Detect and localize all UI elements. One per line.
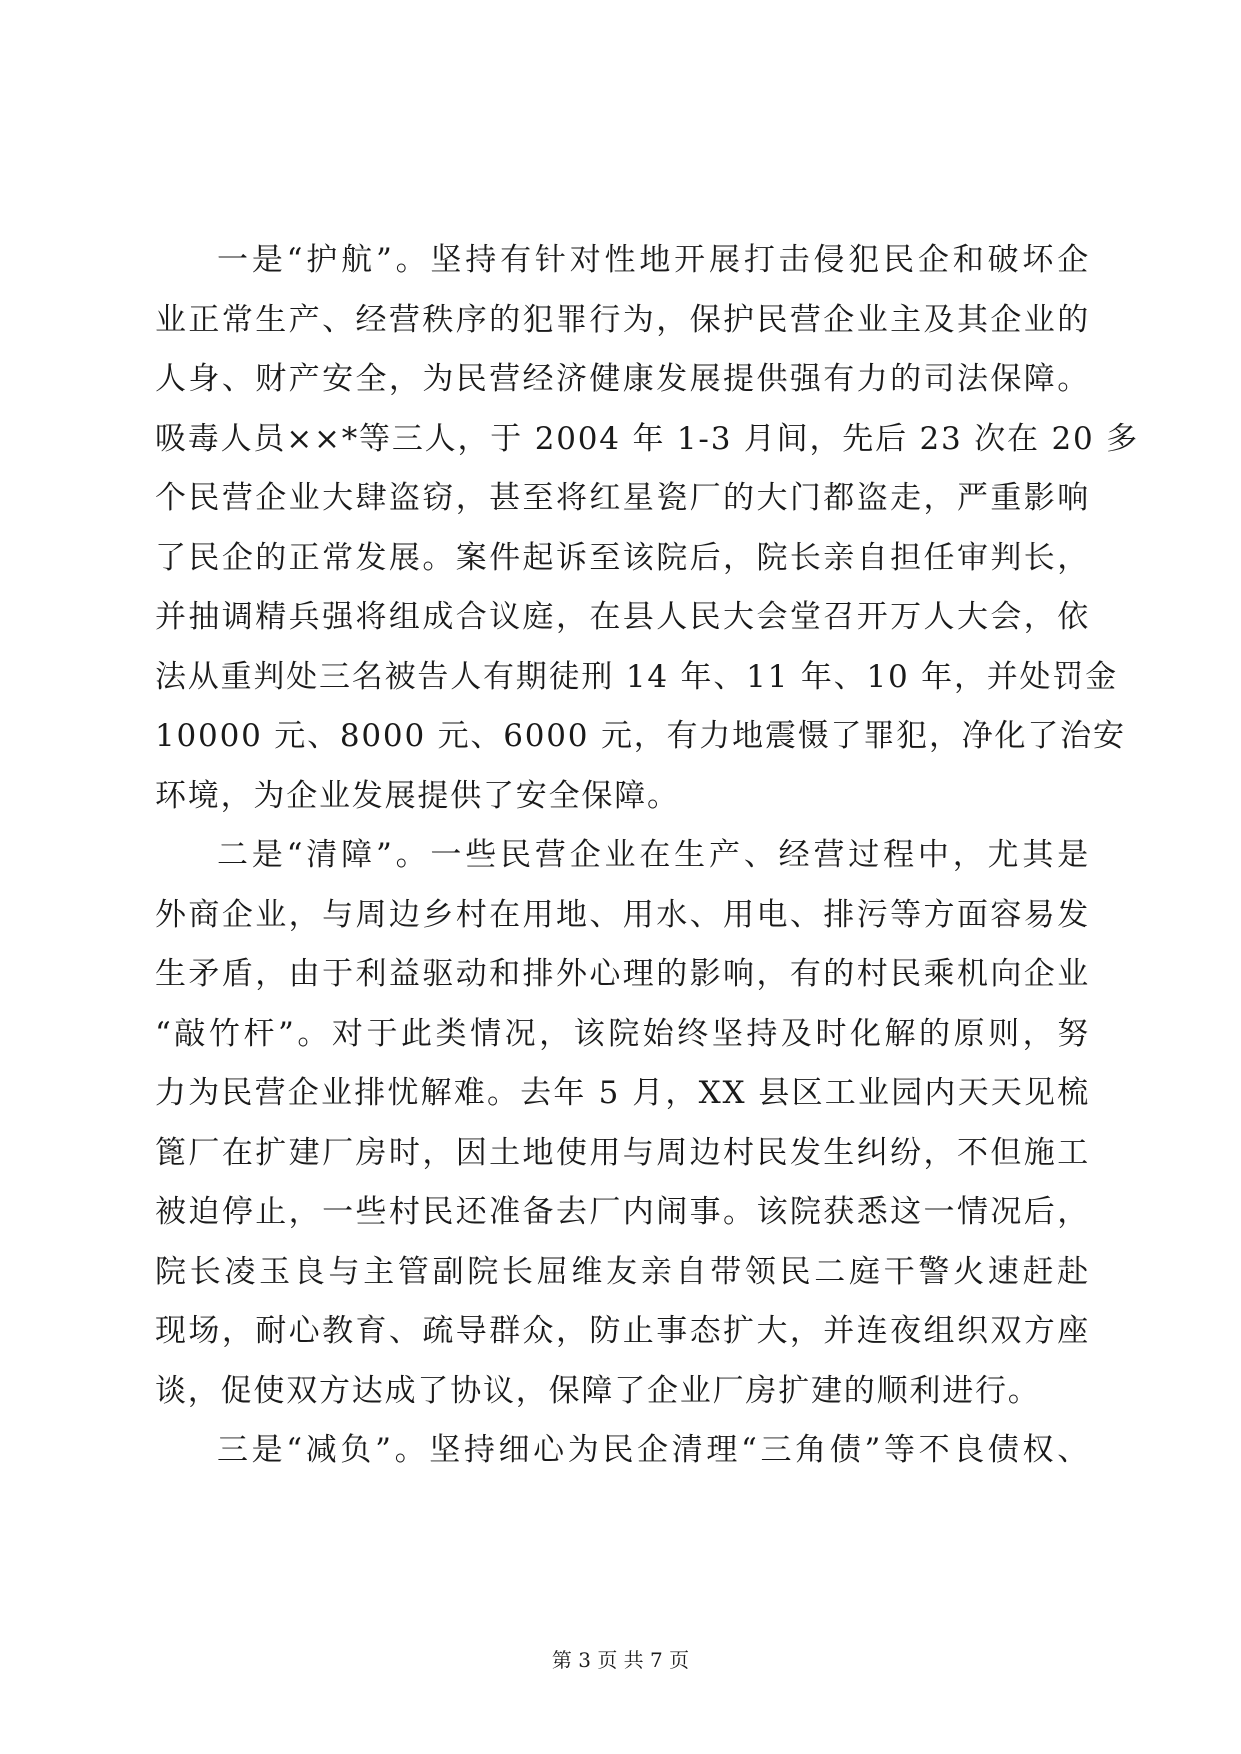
text-line: 吸毒人员××*等三人，于 2004 年 1-3 月间，先后 23 次在 20 多 xyxy=(155,420,1139,457)
text-line: 并抽调精兵强将组成合议庭，在县人民大会堂召开万人大会，依 xyxy=(155,599,1090,635)
text-line: 10000 元、8000 元、6000 元，有力地震慑了罪犯，净化了治安 xyxy=(155,718,1126,754)
text-line: “敲竹杆”。对于此类情况，该院始终坚持及时化解的原则，努 xyxy=(155,1015,1090,1052)
paragraph-burden-reduction xyxy=(155,1421,1090,1481)
paragraph-clearing-obstacles xyxy=(155,826,1090,1421)
text-line: 篦厂在扩建厂房时，因土地使用与周边村民发生纠纷，不但施工 xyxy=(155,1134,1090,1171)
text-line: 环境，为企业发展提供了安全保障。 xyxy=(155,777,680,814)
text-line: 了民企的正常发展。案件起诉至该院后，院长亲自担任审判长， xyxy=(155,539,1090,576)
text-line: 个民营企业大肆盗窃，甚至将红星瓷厂的大门都盗走，严重影响 xyxy=(155,480,1090,516)
page-number-footer: 第 3 页 共 7 页 xyxy=(551,1648,690,1672)
text-line: 法从重判处三名被告人有期徒刑 14 年、11 年、10 年，并处罚金 xyxy=(155,658,1118,695)
text-line: 谈，促使双方达成了协议，保障了企业厂房扩建的顺利进行。 xyxy=(155,1372,1041,1409)
text-line: 业正常生产、经营秩序的犯罪行为，保护民营企业主及其企业的 xyxy=(155,301,1090,338)
paragraph-protection xyxy=(155,231,1139,826)
text-line: 人身、财产安全，为民营经济健康发展提供强有力的司法保障。 xyxy=(155,361,1090,397)
text-line: 现场，耐心教育、疏导群众，防止事态扩大，并连夜组织双方座 xyxy=(155,1313,1090,1349)
text-line: 外商企业，与周边乡村在用地、用水、用电、排污等方面容易发 xyxy=(155,896,1090,933)
text-line: 被迫停止，一些村民还准备去厂内闹事。该院获悉这一情况后， xyxy=(155,1194,1090,1230)
text-line: 二是“清障”。一些民营企业在生产、经营过程中，尤其是 xyxy=(217,837,1090,873)
document-body xyxy=(155,231,1139,1481)
text-line: 生矛盾，由于利益驱动和排外心理的影响，有的村民乘机向企业 xyxy=(155,956,1090,992)
text-line: 院长凌玉良与主管副院长屈维友亲自带领民二庭干警火速赶赴 xyxy=(155,1253,1090,1290)
text-line: 三是“减负”。坚持细心为民企清理“三角债”等不良债权、 xyxy=(217,1432,1090,1468)
text-line: 力为民营企业排忧解难。去年 5 月，XX 县区工业园内天天见梳 xyxy=(155,1075,1090,1111)
text-line: 一是“护航”。坚持有针对性地开展打击侵犯民企和破坏企 xyxy=(217,242,1090,278)
